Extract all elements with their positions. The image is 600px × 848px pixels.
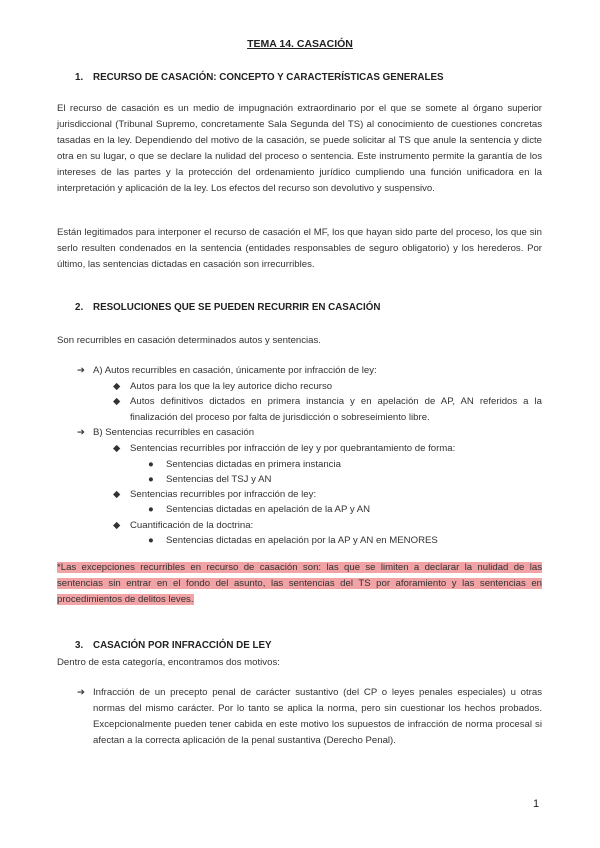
diamond-bullet-icon: ◆ (113, 381, 121, 392)
list-item (148, 502, 371, 518)
list-item (113, 441, 456, 457)
item-text: B) Sentencias recurribles en casación (93, 427, 255, 438)
paragraph: Están legitimados para interponer el recurso de casación el MF, los que hayan sido parte del proceso, los que sin serlo resulten condenados en la sentencia (entidades responsables de seguro obligatorio) y los herederos. Por último, las sentencias dictadas en casación son irrecurribles. (57, 227, 542, 270)
list-item (77, 685, 542, 749)
document-title: TEMA 14. CASACIÓN (247, 38, 353, 50)
list-item (77, 363, 377, 379)
list-item (148, 472, 272, 488)
diamond-bullet-icon: ◆ (113, 489, 121, 500)
page-number: 1 (533, 798, 540, 810)
item-text: Sentencias recurribles por infracción de ley y por quebrantamiento de forma: (130, 443, 456, 454)
section-number: 1. (75, 72, 84, 83)
paragraph: Dentro de esta categoría, encontramos dos motivos: (57, 657, 280, 668)
diamond-bullet-icon: ◆ (113, 520, 121, 531)
heading-text: RECURSO DE CASACIÓN: CONCEPTO Y CARACTERÍSTICAS GENERALES (93, 72, 444, 83)
arrow-icon: ➔ (77, 427, 86, 438)
list-item (148, 533, 438, 549)
section-2-heading (75, 302, 381, 313)
section-3-heading (75, 640, 272, 651)
list-item (148, 457, 341, 473)
item-text: Autos definitivos dictados en primera instancia y en apelación de AP, AN referidos a la finalización del proceso por falta de jurisdicción o sobreseimiento libre. (130, 396, 542, 423)
arrow-icon: ➔ (77, 365, 86, 376)
item-text: Sentencias dictadas en apelación de la AP y AN (166, 504, 371, 515)
paragraph: El recurso de casación es un medio de impugnación extraordinario por el que se somete al órgano superior jurisdiccional (Tribunal Supremo, concretamente Sala Segunda del TS) al conocimiento de cuestiones concretas tasadas en la ley. Dependiendo del motivo de la casación, se puede solicitar al TS que anule la sentencia y dicte otra en su lugar, o que se declare la nulidad del proceso o sentencia. Este instrumento permite la garantía de los intereses de las partes y la protección del ordenamiento jurídico cumpliendo una función unificadora en la interpretación y aplicación de la ley. Los efectos del recurso son devolutivo y suspensivo. (57, 103, 542, 194)
list-item (77, 425, 255, 441)
heading-text: RESOLUCIONES QUE SE PUEDEN RECURRIR EN CASACIÓN (93, 302, 381, 313)
paragraph: Son recurribles en casación determinados autos y sentencias. (57, 335, 321, 346)
dot-bullet-icon: ● (148, 504, 154, 515)
list-item (113, 518, 254, 534)
item-text: Infracción de un precepto penal de carácter sustantivo (del CP o leyes penales especiales) u otras normas del mismo carácter. Por lo tanto se aplica la norma, pero sin cuestionar los hechos probados. Excepcionalmente pueden tener cabida en este motivo los supuestos de infracción de norma procesal si afectan a la correcta aplicación de la penal sustantiva (Derecho Penal). (93, 687, 542, 746)
diamond-bullet-icon: ◆ (113, 443, 121, 454)
section-number: 3. (75, 640, 84, 651)
item-text: Sentencias recurribles por infracción de ley: (130, 489, 317, 500)
item-text: A) Autos recurribles en casación, únicamente por infracción de ley: (93, 365, 377, 376)
note-text: *Las excepciones recurribles en recurso de casación son: las que se limiten a declarar la nulidad de las sentencias sin entrar en el fondo del asunto, las sentencias del TS por aforamiento y las sentencias en procedimientos de delitos leves. (57, 562, 542, 605)
list-item (113, 394, 542, 425)
item-text: Autos para los que la ley autorice dicho recurso (130, 381, 333, 392)
dot-bullet-icon: ● (148, 459, 154, 470)
heading-text: CASACIÓN POR INFRACCIÓN DE LEY (93, 640, 272, 651)
section-number: 2. (75, 302, 84, 313)
item-text: Cuantificación de la doctrina: (130, 520, 254, 531)
item-text: Sentencias dictadas en primera instancia (166, 459, 341, 470)
highlighted-note (57, 560, 542, 608)
arrow-icon: ➔ (77, 687, 86, 698)
list-item (113, 487, 317, 503)
item-text: Sentencias del TSJ y AN (166, 474, 272, 485)
item-text: Sentencias dictadas en apelación por la AP y AN en MENORES (166, 535, 438, 546)
dot-bullet-icon: ● (148, 535, 154, 546)
list-item (113, 379, 333, 395)
dot-bullet-icon: ● (148, 474, 154, 485)
section-1-heading (75, 72, 444, 83)
diamond-bullet-icon: ◆ (113, 396, 121, 407)
